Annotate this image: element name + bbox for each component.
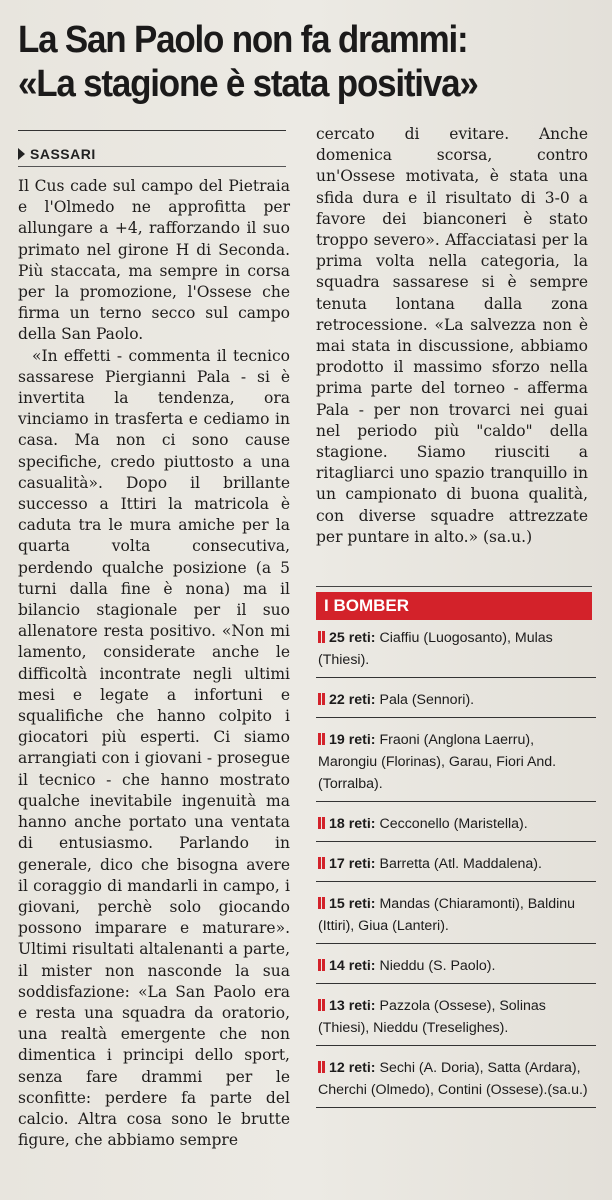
- headline-line-1: La San Paolo non fa drammi:: [18, 19, 468, 61]
- bomber-players: Mandas (Chiaramonti), Baldinu (Ittiri), Giua (Lanteri).: [318, 896, 576, 934]
- divider: [18, 166, 286, 167]
- bomber-goals: 13 reti:: [329, 998, 376, 1014]
- bomber-goals: 12 reti:: [329, 1060, 376, 1076]
- bomber-players: Cecconello (Maristella).: [379, 816, 528, 832]
- article-column-right: [316, 124, 588, 548]
- article-paragraph: cercato di evitare. Anche domenica scorsa, contro un'Ossese motivata, è stata una sfida dura e il risultato di 3-0 a favore dei bianconeri è stato troppo severo». Affacciatasi per la prima volta nella categoria, la squadra sassarese si è sempre tenuta lontana dalla zona retrocessione. «La salvezza non è mai stata in discussione, abbiamo prodotto il massimo sforzo nella prima parte del torneo - afferma Pala - per non trovarci nei guai nel periodo più "caldo" della stagione. Siamo riusciti a ritagliarci uno spazio tranquillo in un campionato di buona qualità, con diverse squadre attrezzate per puntare in alto.» (sa.u.): [316, 125, 588, 546]
- bomber-item: [316, 726, 596, 802]
- bomber-item: [316, 952, 596, 984]
- bar-marker-icon: [318, 998, 326, 1014]
- divider: [316, 586, 592, 587]
- bomber-goals: 15 reti:: [329, 896, 376, 912]
- bomber-players: Nieddu (S. Paolo).: [379, 958, 496, 974]
- article-column-left: [18, 176, 290, 1151]
- bomber-item: [316, 686, 596, 718]
- bomber-goals: 18 reti:: [329, 816, 376, 832]
- bomber-goals: 25 reti:: [329, 630, 376, 646]
- bomber-players: Pazzola (Ossese), Solinas (Thiesi), Nieddu (Treselighes).: [318, 998, 546, 1036]
- bomber-item: [316, 890, 596, 944]
- bomber-item: [316, 992, 596, 1046]
- bomber-goals: 22 reti:: [329, 692, 376, 708]
- bomber-players: Ciaffiu (Luogosanto), Mulas (Thiesi).: [318, 630, 553, 668]
- bar-marker-icon: [318, 630, 326, 646]
- bar-marker-icon: [318, 816, 326, 832]
- bomber-goals: 17 reti:: [329, 856, 376, 872]
- bomber-goals: 19 reti:: [329, 732, 376, 748]
- bomber-players: Sechi (A. Doria), Satta (Ardara), Cherchi (Olmedo), Contini (Ossese).(sa.u.): [318, 1060, 588, 1098]
- triangle-marker-icon: [18, 148, 25, 160]
- bomber-players: Fraoni (Anglona Laerru), Marongiu (Florinas), Garau, Fiori And. (Torralba).: [318, 732, 557, 792]
- bomber-goals: 14 reti:: [329, 958, 376, 974]
- article-paragraph: Il Cus cade sul campo del Pietraia e l'Olmedo ne approfitta per allungare a +4, rafforzando il suo primato nel girone H di Seconda. Più staccata, ma sempre in corsa per la promozione, l'Ossese che firma un terno secco sul campo della San Paolo.: [18, 177, 290, 344]
- headline-line-2: «La stagione è stata positiva»: [18, 63, 478, 105]
- bomber-players: Pala (Sennori).: [379, 692, 475, 708]
- bomber-box-title: I BOMBER: [316, 592, 592, 620]
- bar-marker-icon: [318, 732, 326, 748]
- bomber-players: Barretta (Atl. Maddalena).: [379, 856, 542, 872]
- bar-marker-icon: [318, 896, 326, 912]
- section-label-text: SASSARI: [30, 146, 96, 162]
- bomber-item: [316, 624, 596, 678]
- bar-marker-icon: [318, 958, 326, 974]
- bar-marker-icon: [318, 856, 326, 872]
- section-label: [18, 146, 286, 162]
- bomber-list: [316, 624, 596, 1116]
- bomber-item: [316, 810, 596, 842]
- article-paragraph: «In effetti - commenta il tecnico sassarese Piergianni Pala - si è invertita la tendenza, ora vinciamo in trasferta e cediamo in casa. Ma non ci sono cause specifiche, credo piuttosto a una casualità». Dopo il brillante successo a Ittiri la matricola è caduta tra le mura amiche per la quarta volta consecutiva, perdendo qualche posizione (a 5 turni dalla fine è nona) ma il bilancio stagionale per il suo allenatore resta positivo. «Non mi lamento, considerate anche le difficoltà incontrate negli ultimi mesi e legate a infortuni e squalifiche che hanno colpito i giocatori più esperti. Ci siamo arrangiati con i giovani - prosegue il tecnico - che hanno mostrato qualche inevitabile ingenuità ma hanno anche portato una ventata di entusiasmo. Parlando in generale, dico che bisogna avere il coraggio di mandarli in campo, i giovani, perchè solo giocando possono imparare e maturare». Ultimi risultati altalenanti a parte, il mister non nasconde la sua soddisfazione: «La San Paolo era e resta una squadra da oratorio, una realtà emergente che non dimentica i principi dello sport, senza fare drammi per le sconfitte: perdere fa parte del calcio. Altra cosa sono le brutte figure, che abbiamo sempre: [18, 346, 290, 1150]
- divider: [18, 130, 286, 131]
- bar-marker-icon: [318, 1060, 326, 1076]
- bar-marker-icon: [318, 692, 326, 708]
- bomber-item: [316, 850, 596, 882]
- headline: [18, 18, 552, 106]
- bomber-item: [316, 1054, 596, 1108]
